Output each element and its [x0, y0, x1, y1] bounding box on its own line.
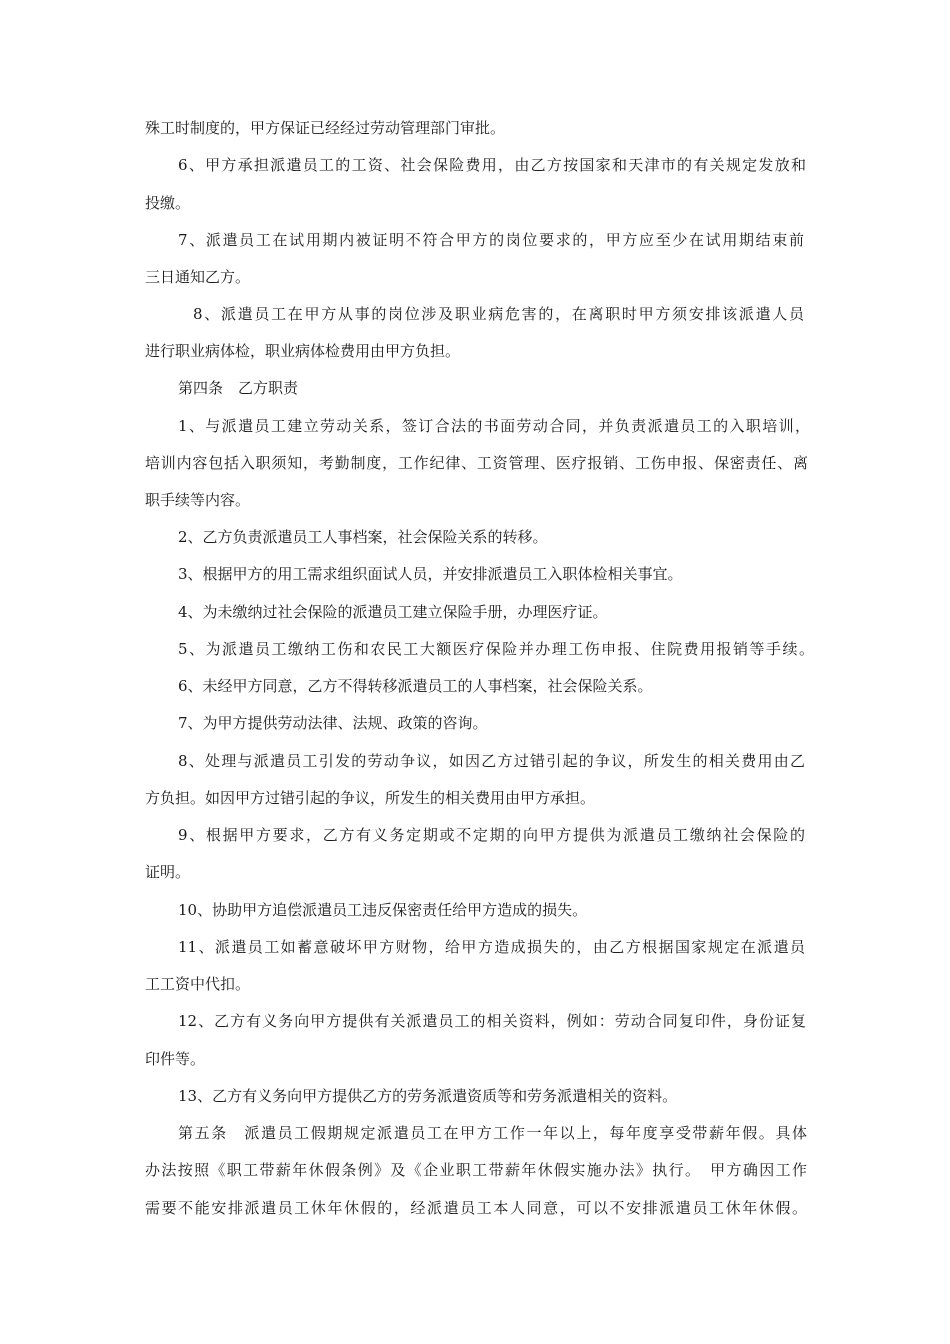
text-line: 6、未经甲方同意，乙方不得转移派遣员工的人事档案，社会保险关系。	[178, 677, 653, 695]
text-line: 8、派遣员工在甲方从事的岗位涉及职业病危害的，在离职时甲方须安排该派遣人员	[193, 305, 804, 323]
text-line: 2、乙方负责派遣员工人事档案，社会保险关系的转移。	[178, 528, 548, 546]
section-heading: 第五条 派遣员工假期规定派遣员工在甲方工作一年以上，每年度享受带薪年假。具体	[178, 1124, 807, 1142]
text-line: 8、处理与派遣员工引发的劳动争议，如因乙方过错引起的争议，所发生的相关费用由乙	[178, 752, 805, 770]
text-line: 殊工时制度的，甲方保证已经经过劳动管理部门审批。	[145, 119, 506, 137]
text-line: 职手续等内容。	[145, 491, 251, 509]
text-line: 办法按照《职工带薪年休假条例》及《企业职工带薪年休假实施办法》执行。 甲方确因工作	[145, 1161, 807, 1179]
text-line: 11、派遣员工如蓄意破坏甲方财物，给甲方造成损失的，由乙方根据国家规定在派遣员	[178, 938, 805, 956]
text-line: 5、为派遣员工缴纳工伤和农民工大额医疗保险并办理工伤申报、住院费用报销等手续。	[178, 640, 814, 658]
text-line: 7、为甲方提供劳动法律、法规、政策的咨询。	[178, 714, 488, 732]
text-line: 4、为未缴纳过社会保险的派遣员工建立保险手册，办理医疗证。	[178, 603, 608, 621]
text-line: 投缴。	[145, 194, 191, 212]
text-line: 进行职业病体检，职业病体检费用由甲方负担。	[145, 342, 461, 360]
text-line: 证明。	[145, 863, 191, 881]
text-line: 3、根据甲方的用工需求组织面试人员，并安排派遣员工入职体检相关事宜。	[178, 565, 683, 583]
text-line: 需要不能安排派遣员工休年休假的，经派遣员工本人同意，可以不安排派遣员工休年休假。	[145, 1199, 807, 1217]
text-line: 1、与派遣员工建立劳动关系，签订合法的书面劳动合同，并负责派遣员工的入职培训，	[178, 417, 810, 435]
text-line: 12、乙方有义务向甲方提供有关派遣员工的相关资料，例如：劳动合同复印件，身份证复	[178, 1012, 806, 1030]
text-line: 10、协助甲方追偿派遣员工违反保密责任给甲方造成的损失。	[178, 901, 588, 919]
text-line: 方负担。如因甲方过错引起的争议，所发生的相关费用由甲方承担。	[145, 789, 596, 807]
text-line: 培训内容包括入职须知，考勤制度，工作纪律、工资管理、医疗报销、工伤申报、保密责任、离	[145, 454, 808, 472]
section-heading: 第四条 乙方职责	[178, 379, 299, 397]
text-line: 9、根据甲方要求，乙方有义务定期或不定期的向甲方提供为派遣员工缴纳社会保险的	[178, 826, 805, 844]
text-line: 13、乙方有义务向甲方提供乙方的劳务派遣资质等和劳务派遣相关的资料。	[178, 1087, 678, 1105]
text-line: 6、甲方承担派遣员工的工资、社会保险费用，由乙方按国家和天津市的有关规定发放和	[178, 156, 806, 174]
text-line: 工工资中代扣。	[145, 975, 251, 993]
text-line: 三日通知乙方。	[145, 268, 251, 286]
text-line: 7、派遣员工在试用期内被证明不符合甲方的岗位要求的，甲方应至少在试用期结束前	[178, 231, 804, 249]
text-line: 印件等。	[145, 1050, 206, 1068]
